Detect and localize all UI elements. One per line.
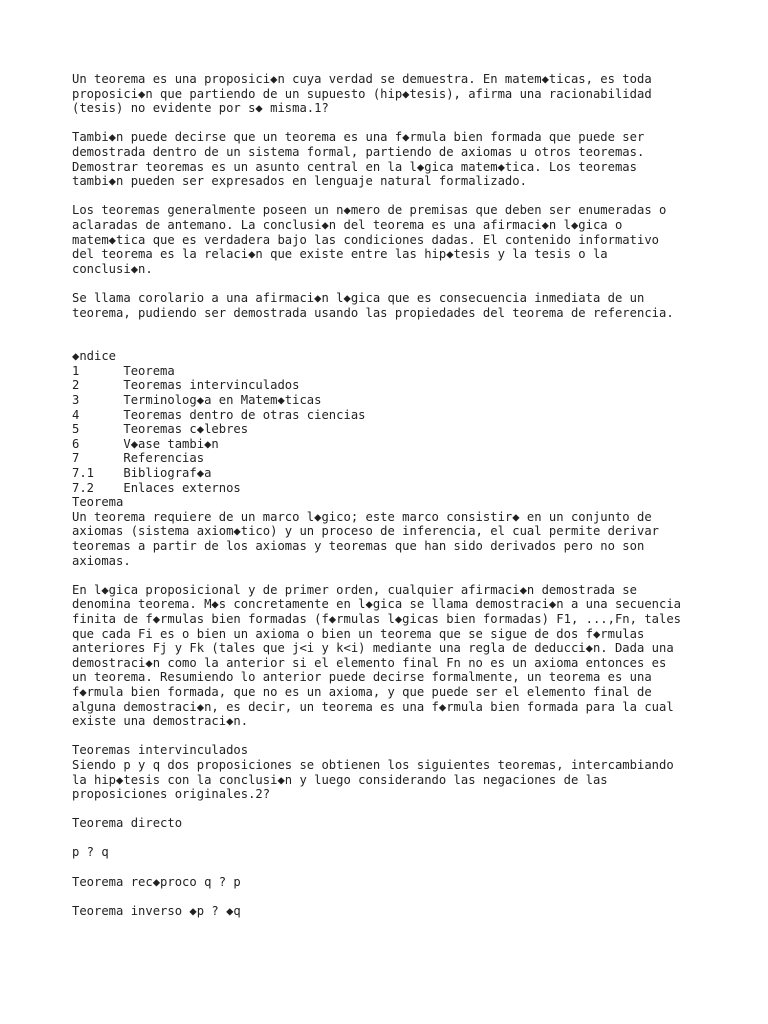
text-line: que cada Fi es o bien un axioma o bien un teorema que se sigue de dos f◆rmulas: [72, 626, 645, 641]
text-line: teoremas a partir de los axiomas y teoremas que han sido derivados pero no son: [72, 539, 645, 553]
text-line: la hip◆tesis con la conclusi◆n y luego considerando las negaciones de las: [72, 772, 608, 787]
text-line: existe una demostraci◆n.: [72, 714, 249, 729]
text-line: proposiciones originales.2?: [72, 787, 271, 802]
text-line: tambi◆n pueden ser expresados en lenguaje natural formalizado.: [72, 174, 527, 189]
text-line: Teoremas intervinculados: [72, 743, 249, 758]
text-line: Teorema: [72, 495, 124, 510]
text-line: Un teorema es una proposici◆n cuya verdad se demuestra. En matem◆ticas, es toda: [72, 72, 652, 86]
text-line: 2 Teoremas intervinculados: [72, 378, 300, 393]
document-page: [72, 72, 712, 918]
text-line: un teorema. Resumiendo lo anterior puede decirse formalmente, un teorema es una: [72, 670, 652, 685]
text-line: 4 Teoremas dentro de otras ciencias: [72, 407, 366, 422]
text-line: demostraci◆n como la anterior si el elemento final Fn no es un axioma entonces es: [72, 655, 667, 670]
text-line: denomina teorema. M◆s concretamente en l◆gica se llama demostraci◆n a una secuencia: [72, 597, 682, 612]
text-line: f◆rmula bien formada, que no es un axioma, y que puede ser el elemento final de: [72, 684, 652, 699]
text-line: 7 Referencias: [72, 451, 205, 466]
text-line: p ? q: [72, 845, 109, 860]
blank-line: [72, 568, 712, 583]
text-line: matem◆tica que es verdadera bajo las condiciones dadas. El contenido informativo: [72, 232, 659, 247]
text-line: conclusi◆n.: [72, 261, 153, 276]
text-line: Teorema directo: [72, 816, 183, 831]
text-line: ◆ndice: [72, 349, 117, 364]
blank-line: [72, 860, 712, 875]
text-line: En l◆gica proposicional y de primer orden, cualquier afirmaci◆n demostrada se: [72, 582, 637, 597]
text-line: Tambi◆n puede decirse que un teorema es una f◆rmula bien formada que puede ser: [72, 130, 645, 145]
text-line: axiomas (sistema axiom◆tico) y un proceso de inferencia, el cual permite derivar: [72, 524, 659, 539]
text-line: anteriores Fj y Fk (tales que j<i y k<i) mediante una regla de deducci◆n. Dada una: [72, 641, 674, 656]
text-line: Siendo p y q dos proposiciones se obtienen los siguientes teoremas, intercambiando: [72, 757, 674, 772]
text-line: finita de f◆rmulas bien formadas (f◆rmulas l◆gicas bien formadas) F1, ...,Fn, tales: [72, 611, 682, 626]
blank-line: [72, 189, 712, 204]
text-line: alguna demostraci◆n, es decir, un teorema es una f◆rmula bien formada para la cual: [72, 699, 674, 714]
text-line: Un teorema requiere de un marco l◆gico; este marco consistir◆ en un conjunto de: [72, 509, 652, 524]
text-line: 1 Teorema: [72, 363, 175, 378]
blank-line: [72, 335, 712, 350]
text-line: 7.1 Bibliograf◆a: [72, 466, 212, 481]
text-line: 7.2 Enlaces externos: [72, 480, 241, 495]
text-line: 5 Teoremas c◆lebres: [72, 422, 249, 437]
text-line: Teorema inverso ◆p ? ◆q: [72, 903, 241, 918]
text-line: proposici◆n que partiendo de un supuesto (hip◆tesis), afirma una racionabilidad: [72, 86, 652, 101]
text-line: Teorema rec◆proco q ? p: [72, 874, 241, 889]
text-line: 6 V◆ase tambi◆n: [72, 436, 219, 451]
text-line: aclaradas de antemano. La conclusi◆n del teorema es una afirmaci◆n l◆gica o: [72, 217, 623, 232]
text-line: (tesis) no evidente por s◆ misma.1?: [72, 101, 329, 116]
blank-line: [72, 889, 712, 904]
blank-line: [72, 831, 712, 846]
text-line: teorema, pudiendo ser demostrada usando las propiedades del teorema de referencia.: [72, 305, 674, 320]
text-line: del teorema es la relaci◆n que existe entre las hip◆tesis y la tesis o la: [72, 247, 608, 262]
text-line: 3 Terminolog◆a en Matem◆ticas: [72, 393, 322, 408]
document-text: [72, 72, 712, 918]
text-line: Demostrar teoremas es un asunto central en la l◆gica matem◆tica. Los teoremas: [72, 159, 637, 174]
text-line: demostrada dentro de un sistema formal, partiendo de axiomas u otros teoremas.: [72, 144, 645, 159]
blank-line: [72, 729, 712, 744]
blank-line: [72, 276, 712, 291]
text-line: Se llama corolario a una afirmaci◆n l◆gica que es consecuencia inmediata de un: [72, 290, 645, 305]
text-line: axiomas.: [72, 553, 131, 568]
text-line: Los teoremas generalmente poseen un n◆mero de premisas que deben ser enumeradas o: [72, 203, 667, 218]
blank-line: [72, 802, 712, 817]
blank-line: [72, 320, 712, 335]
blank-line: [72, 116, 712, 131]
